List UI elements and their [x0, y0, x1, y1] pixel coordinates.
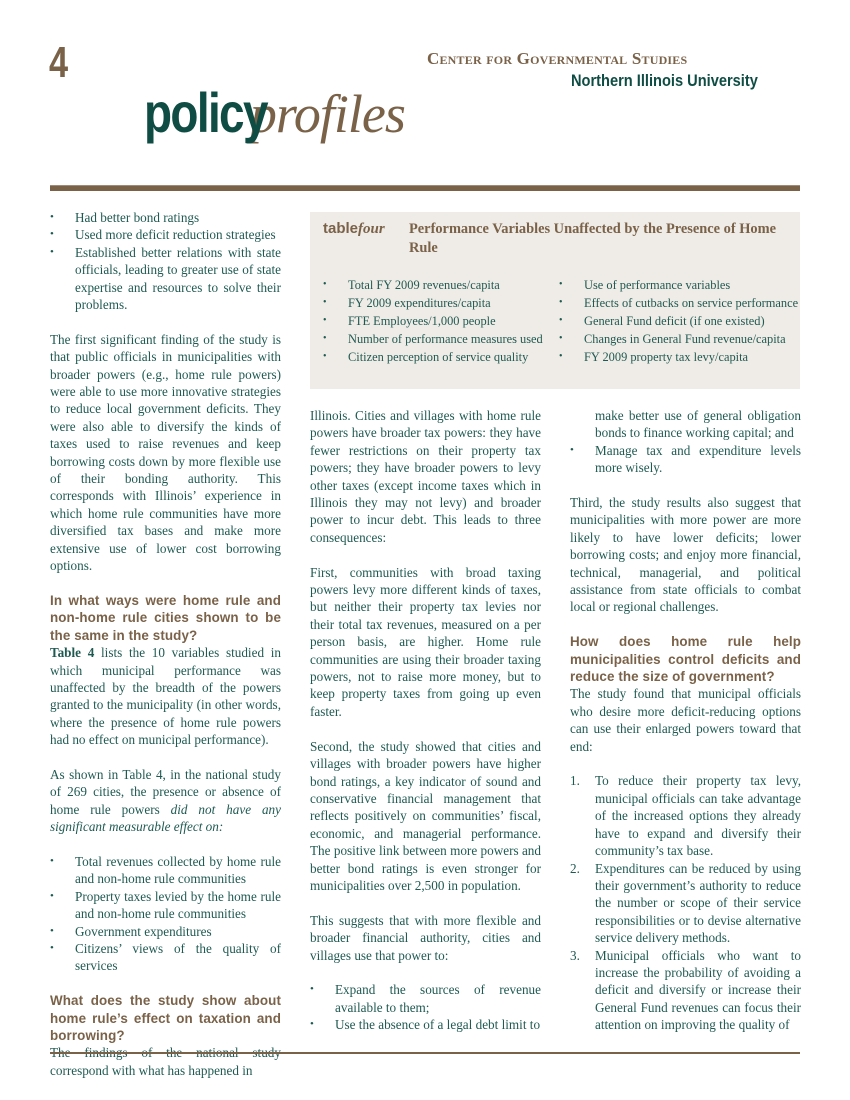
list-item: • Manage tax and expenditure levels more wisely. — [570, 442, 801, 477]
column-2 — [310, 407, 541, 1051]
column-1 — [50, 209, 281, 1079]
table-title: Performance Variables Unaffected by the Presence of Home Rule — [409, 221, 776, 256]
table-item: • Citizen perception of service quality — [323, 348, 543, 366]
table-item: • Changes in General Fund revenue/capita — [559, 330, 798, 348]
paragraph: This suggests that with more flexible and broader financial authority, cities and villages use that power to: — [310, 912, 541, 963]
list-item: • Used more deficit reduction strategies — [50, 226, 281, 243]
paragraph: Illinois. Cities and villages with home rule powers have broader tax powers: they have fewer restrictions on their property tax powers; they have broader powers to levy other taxes (except income taxes which in Illinois they may not levy) and broader power to incur debt. This leads to three consequences: — [310, 408, 541, 545]
page-number: 4 — [49, 38, 68, 87]
table-item: • FTE Employees/1,000 people — [323, 312, 543, 330]
list-item: • Total revenues collected by home rule and non-home rule communities — [50, 853, 281, 888]
table-left-list — [323, 276, 543, 366]
item-number: 1. — [570, 773, 580, 789]
paragraph-text: lists the 10 variables studied in which municipal performance was unaffected by the breadth of the powers granted to the municipality (in other words, where the presence of home rule powers had no effect on municipal performance). — [50, 645, 281, 748]
table-item: • Number of performance measures used — [323, 330, 543, 348]
table-label-italic: four — [358, 221, 385, 237]
logo-policy: policy — [144, 81, 267, 144]
numbered-item — [570, 772, 801, 859]
paragraph: Third, the study results also suggest that municipalities with more power are more likely to have lower deficits; lower borrowing costs; and enjoy more financial, technical, managerial, and political assistance from state officials to combat local or regional challenges. — [570, 495, 801, 615]
bullet-list — [570, 442, 801, 477]
paragraph-text: As shown in Table 4, in the national study of 269 cities, the presence or absence of home rule powers — [50, 766, 281, 817]
table-item: • Use of performance variables — [559, 276, 798, 294]
section-heading: What does the study show about home rule’s effect on taxation and borrowing? — [50, 993, 281, 1044]
list-item: • Property taxes levied by the home rule and non-home rule communities — [50, 888, 281, 923]
table-right-list — [559, 276, 798, 366]
list-item: • Citizens’ views of the quality of services — [50, 940, 281, 975]
paragraph: Second, the study showed that cities and villages with broader powers have higher bond ratings, a key indicator of sound and conservative financial management that reflects positively on communities’ fiscal, economic, and managerial performance. The positive link between more powers and better bond ratings is even stronger for municipalities over 2,500 in population. — [310, 738, 541, 893]
list-item: • Government expenditures — [50, 923, 281, 940]
item-text: Municipal officials who want to increase the probability of avoiding a deficit and diversify or increase their General Fund revenues can focus their attention on improving the quality of — [595, 947, 801, 1033]
bullet-list-bottom — [50, 853, 281, 975]
list-item: • Expand the sources of revenue available to them; — [310, 981, 541, 1016]
header-divider — [50, 185, 800, 191]
table-four-box — [310, 212, 800, 389]
item-text: Expenditures can be reduced by using their government’s authority to reduce the number or scope of their service responsibilities or to devise alternative service delivery methods. — [595, 860, 801, 946]
paragraph — [50, 766, 281, 836]
emphasis-text: did not have any significant measurable effect on: — [50, 801, 281, 835]
footer-divider — [50, 1052, 800, 1054]
list-item: • Had better bond ratings — [50, 209, 281, 226]
list-item: • Use the absence of a legal debt limit to — [310, 1016, 541, 1033]
paragraph: The first significant finding of the study is that public officials in municipalities with broader powers (e.g., home rule powers) were able to use more innovative strategies to reduce local government deficits. They were also able to diversify the kinds of taxes used to raise revenues and keep borrowing costs down by more flexible use of their bonding authority. This corresponds with Illinois’ experience in which home rule communities have more diversified tax bases and make more extensive use of lower cost borrowing options. — [50, 331, 281, 574]
center-name: Center for Governmental Studies — [427, 49, 688, 68]
table-item: • FY 2009 property tax levy/capita — [559, 348, 798, 366]
section-heading: How does home rule help municipalities control deficits and reduce the size of government? — [570, 634, 801, 685]
numbered-item — [570, 947, 801, 1034]
item-text: To reduce their property tax levy, municipal officials can take advantage of the increased options they already have to expand and diversify their community’s tax base. — [595, 773, 801, 859]
column-3 — [570, 407, 801, 1034]
item-number: 2. — [570, 860, 580, 876]
publication-logo — [144, 80, 405, 145]
table-label — [323, 220, 385, 238]
paragraph: The study found that municipal officials who desire more deficit-reducing options can use their enlarged powers toward that end: — [570, 686, 801, 754]
paragraph: correspond with what has happened in — [50, 1062, 253, 1078]
table-label-bold: table — [323, 220, 359, 237]
table-reference: Table 4 — [50, 645, 95, 661]
paragraph: First, communities with broad taxing powers levy more different kinds of taxes, but neither their property tax levies nor their total tax revenues, measured on a per person basis, are higher. Home rule communities are using their broader taxing powers, not to raise more money, but to keep property taxes from going up even faster. — [310, 564, 541, 719]
section-heading: In what ways were home rule and non-home rule cities shown to be the same in the study? — [50, 592, 281, 643]
numbered-list — [570, 772, 801, 1033]
bullet-list — [310, 981, 541, 1033]
item-number: 3. — [570, 947, 580, 963]
table-item: • General Fund deficit (if one existed) — [559, 312, 798, 330]
table-item: • Total FY 2009 revenues/capita — [323, 276, 543, 294]
table-item: • Effects of cutbacks on service performance — [559, 294, 798, 312]
numbered-item — [570, 860, 801, 947]
bullet-list-top — [50, 209, 281, 313]
university-name: Northern Illinois University — [571, 71, 758, 90]
paragraph — [50, 644, 281, 748]
table-item: • FY 2009 expenditures/capita — [323, 294, 543, 312]
list-item: • Established better relations with state officials, leading to greater use of state expertise and resources to solve their problems. — [50, 244, 281, 314]
list-item-continued: make better use of general obligation bonds to finance working capital; and — [595, 408, 801, 441]
logo-profiles: profiles — [249, 84, 405, 144]
